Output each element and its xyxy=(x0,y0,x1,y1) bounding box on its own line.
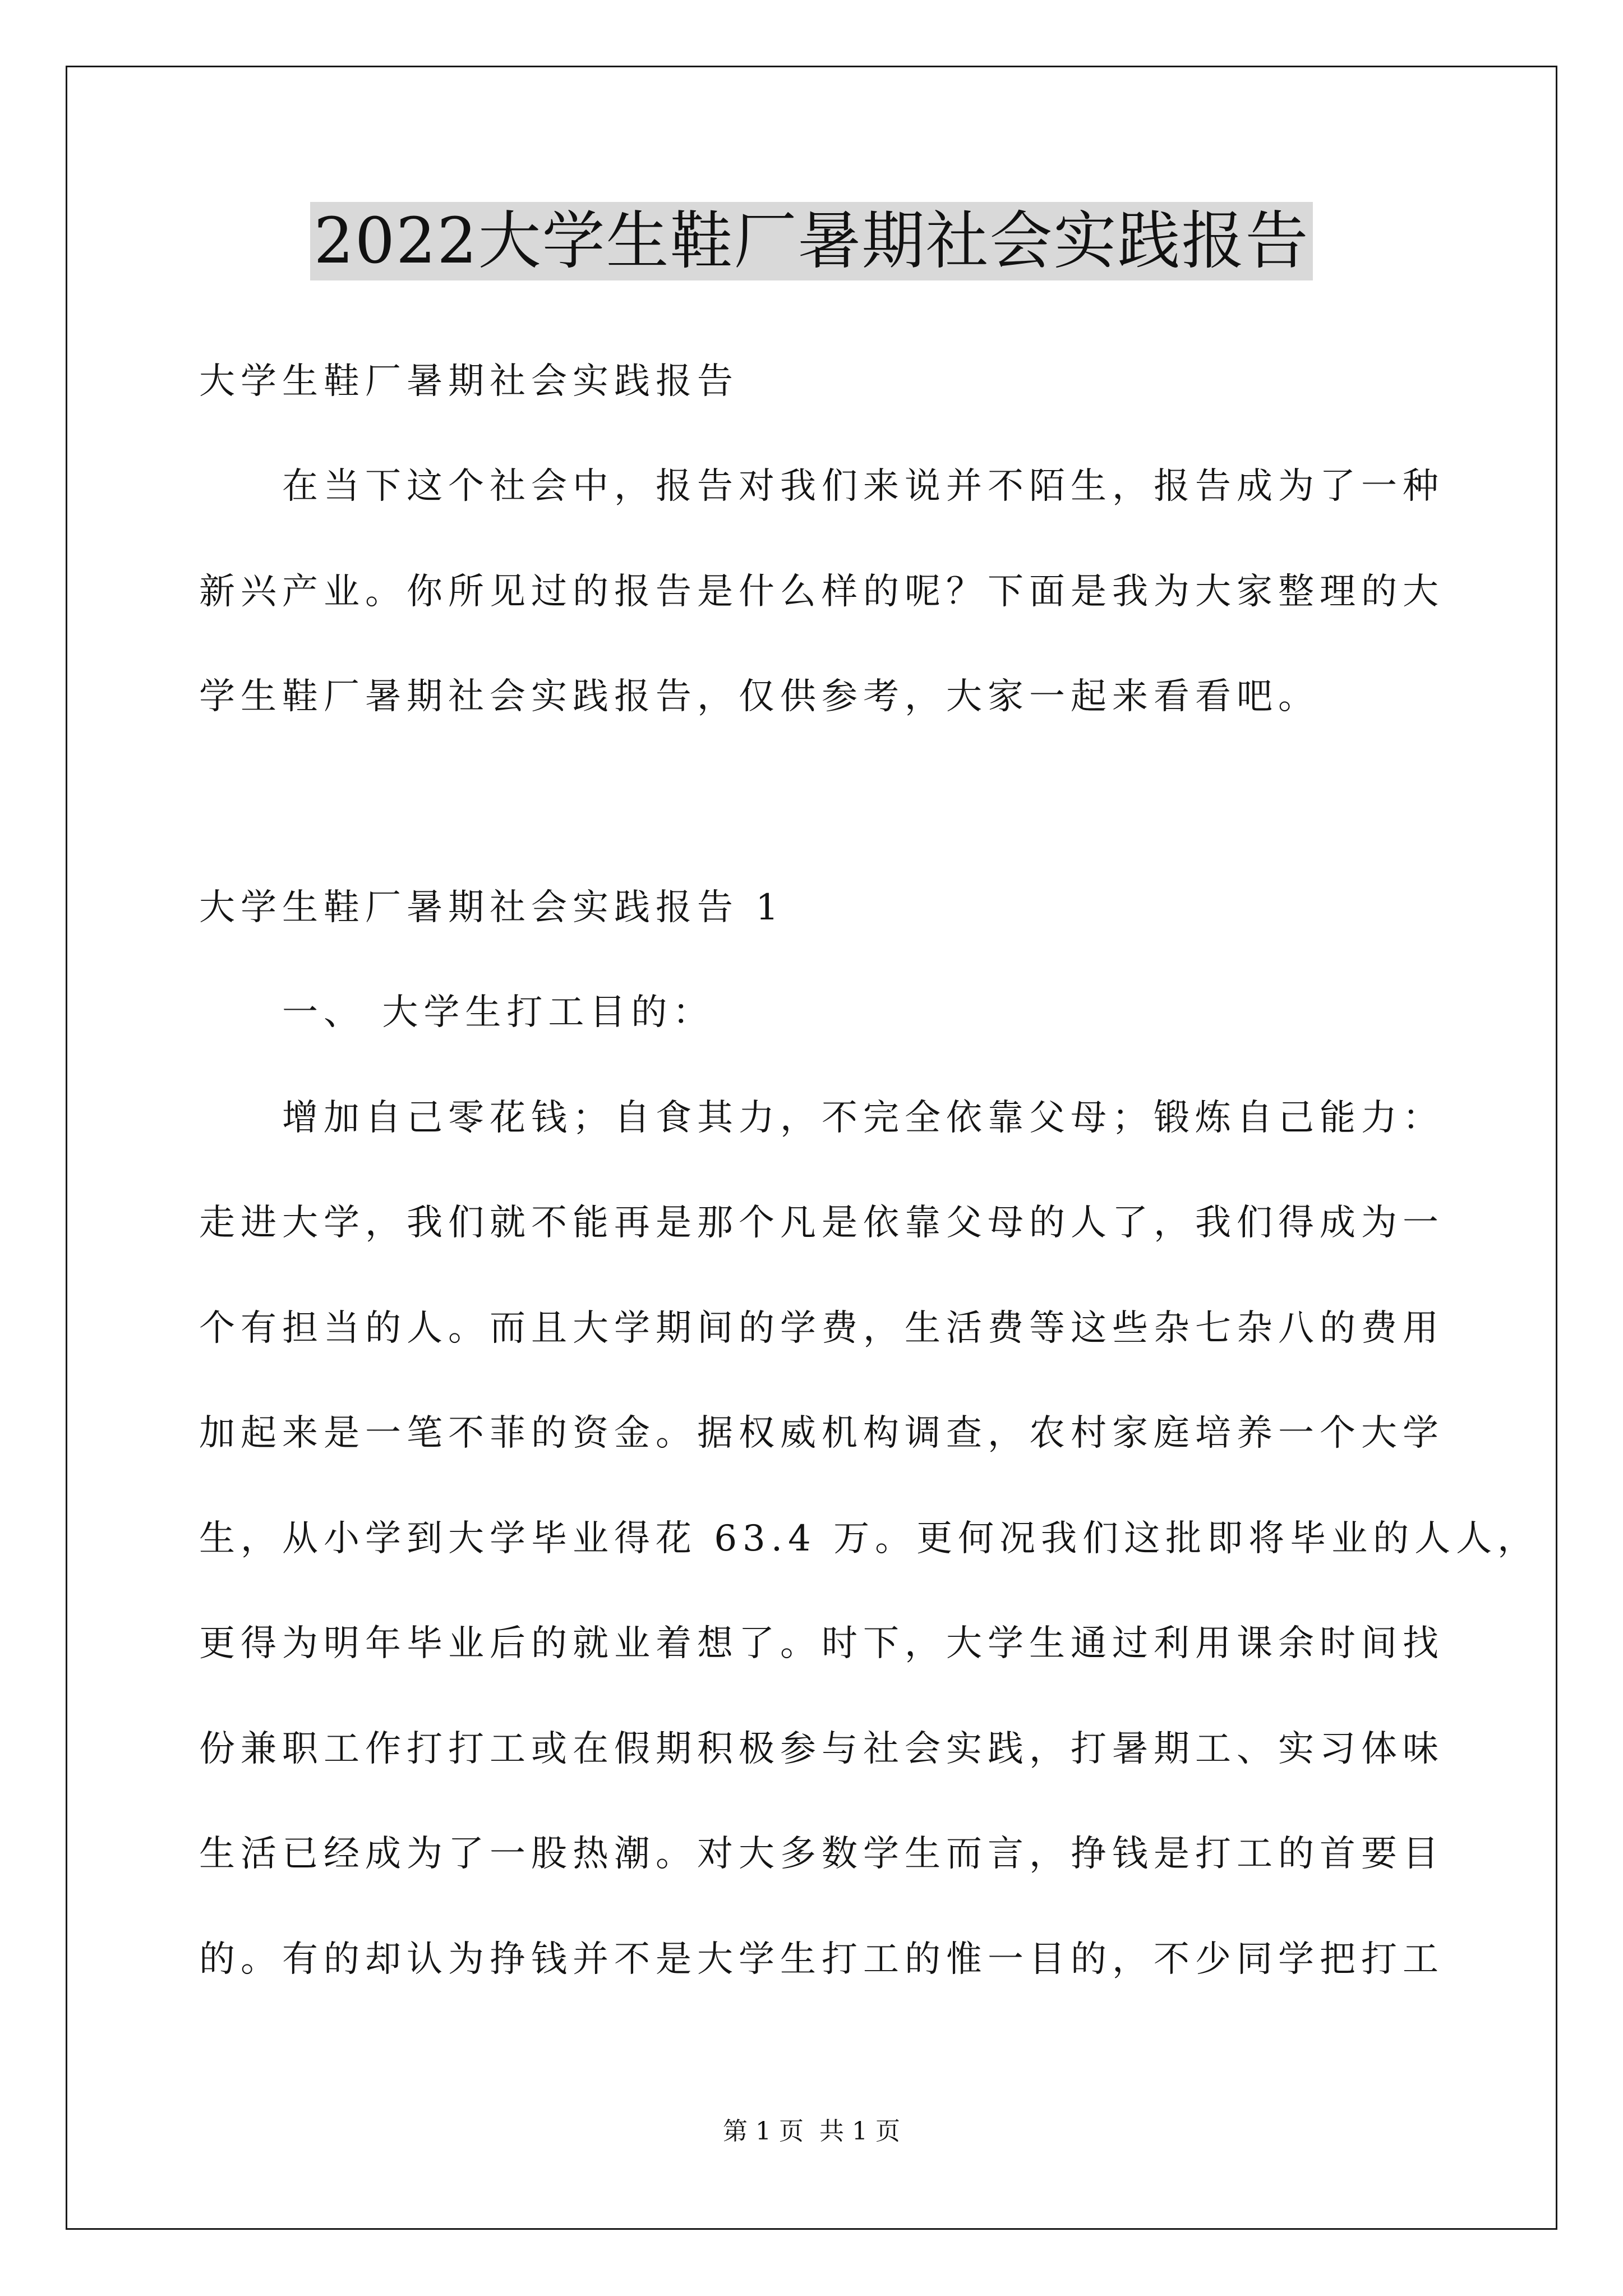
page-total: 共 1 页 xyxy=(819,2117,900,2146)
intro-line: 学生鞋厂暑期社会实践报告，仅供参考，大家一起来看看吧。 xyxy=(199,676,1320,717)
item-heading: 一、 大学生打工目的： xyxy=(282,992,714,1033)
paragraph-line: 加起来是一笔不菲的资金。据权威机构调查，农村家庭培养一个大学 xyxy=(199,1412,1444,1454)
paragraph-line: 增加自己零花钱；自食其力，不完全依靠父母；锻炼自己能力： xyxy=(282,1097,1444,1139)
paragraph-line: 更得为明年毕业后的就业着想了。时下，大学生通过利用课余时间找 xyxy=(199,1623,1444,1664)
intro-line: 新兴产业。你所见过的报告是什么样的呢？下面是我为大家整理的大 xyxy=(199,571,1444,613)
section-heading: 大学生鞋厂暑期社会实践报告 1 xyxy=(199,887,785,928)
paragraph-line: 的。有的却认为挣钱并不是大学生打工的惟一目的，不少同学把打工 xyxy=(199,1939,1444,1980)
intro-line: 在当下这个社会中，报告对我们来说并不陌生，报告成为了一种 xyxy=(282,466,1444,507)
paragraph-line: 走进大学，我们就不能再是那个凡是依靠父母的人了，我们得成为一 xyxy=(199,1202,1444,1244)
document-title: 2022大学生鞋厂暑期社会实践报告 xyxy=(310,202,1312,280)
page-footer xyxy=(0,2115,1623,2148)
paragraph-line: 份兼职工作打打工或在假期积极参与社会实践，打暑期工、实习体味 xyxy=(199,1728,1444,1770)
subtitle: 大学生鞋厂暑期社会实践报告 xyxy=(199,361,739,402)
page-number: 第 1 页 xyxy=(723,2117,804,2146)
paragraph-line: 生，从小学到大学毕业得花 63.4 万。更何况我们这批即将毕业的人人， xyxy=(199,1518,1539,1559)
paragraph-line: 生活已经成为了一股热潮。对大多数学生而言，挣钱是打工的首要目 xyxy=(199,1833,1444,1875)
paragraph-line: 个有担当的人。而且大学期间的学费，生活费等这些杂七杂八的费用 xyxy=(199,1308,1444,1349)
title-container xyxy=(0,202,1623,280)
